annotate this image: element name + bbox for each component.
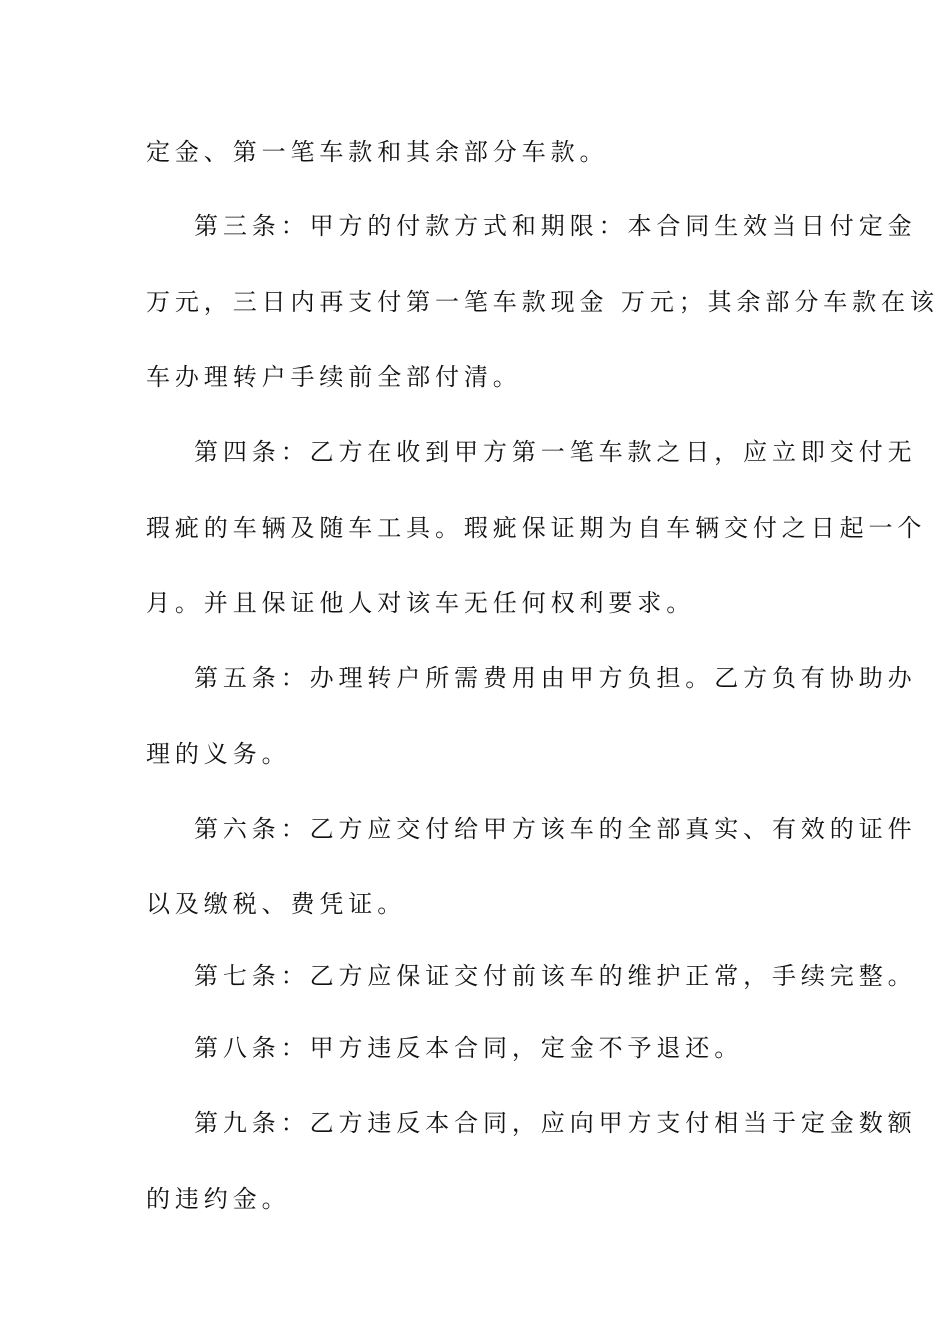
clause-7-line-1: 第七条：乙方应保证交付前该车的维护正常，手续完整。 bbox=[194, 962, 917, 990]
clause-5-line-2: 理的义务。 bbox=[146, 740, 291, 768]
clause-9-line-1: 第九条：乙方违反本合同，应向甲方支付相当于定金数额 bbox=[194, 1109, 917, 1137]
clause-6-line-1: 第六条：乙方应交付给甲方该车的全部真实、有效的证件 bbox=[194, 815, 917, 843]
clause-8-line-1: 第八条：甲方违反本合同，定金不予退还。 bbox=[194, 1034, 744, 1062]
clause-5-line-1: 第五条：办理转户所需费用由甲方负担。乙方负有协助办 bbox=[194, 664, 917, 692]
clause-4-line-2: 瑕疵的车辆及随车工具。瑕疵保证期为自车辆交付之日起一个 bbox=[146, 514, 927, 542]
clause-3-line-1: 第三条：甲方的付款方式和期限：本合同生效当日付定金 bbox=[194, 212, 917, 240]
clause-3-line-3: 车办理转户手续前全部付清。 bbox=[146, 363, 522, 391]
clause-6-line-2: 以及缴税、费凭证。 bbox=[146, 890, 407, 918]
text-line-1: 定金、第一笔车款和其余部分车款。 bbox=[146, 138, 609, 166]
clause-4-line-1: 第四条：乙方在收到甲方第一笔车款之日，应立即交付无 bbox=[194, 438, 917, 466]
clause-9-line-2: 的违约金。 bbox=[146, 1185, 291, 1213]
clause-4-line-3: 月。并且保证他人对该车无任何权利要求。 bbox=[146, 589, 696, 617]
clause-3-line-2: 万元，三日内再支付第一笔车款现金 万元；其余部分车款在该 bbox=[146, 288, 939, 316]
